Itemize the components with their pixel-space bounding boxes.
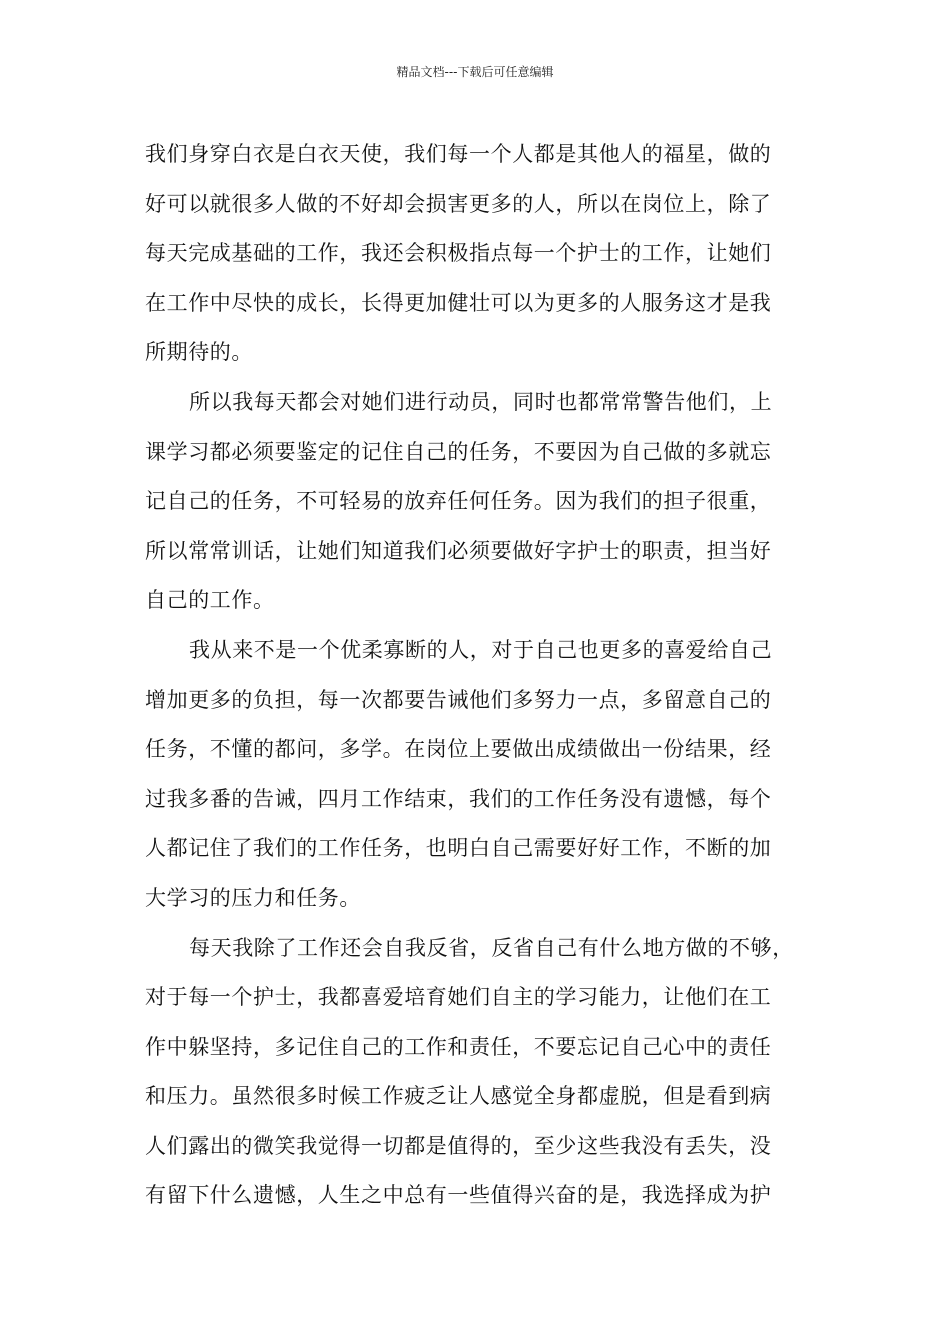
text-line: 记自己的任务，不可轻易的放弃任何任务。因为我们的担子很重， [145, 489, 772, 514]
text-line: 人都记住了我们的工作任务，也明白自己需要好好工作，不断的加 [145, 836, 772, 861]
text-line: 有留下什么遗憾，人生之中总有一些值得兴奋的是，我选择成为护 [145, 1183, 772, 1208]
text-line: 所期待的。 [145, 340, 253, 365]
body-text [145, 130, 835, 1221]
text-line: 增加更多的负担，每一次都要告诫他们多努力一点，多留意自己的 [145, 687, 772, 712]
text-line: 所以常常训话，让她们知道我们必须要做好字护士的职责，担当好 [145, 538, 772, 563]
text-line: 在工作中尽快的成长，长得更加健壮可以为更多的人服务这才是我 [145, 290, 772, 315]
page-header: 精品文档---下载后可任意编辑 [396, 65, 554, 79]
paragraph-start-line: 所以我每天都会对她们进行动员，同时也都常常警告他们，上 [189, 389, 773, 414]
text-line: 我们身穿白衣是白衣天使，我们每一个人都是其他人的福星，做的 [145, 142, 772, 166]
text-line: 和压力。虽然很多时候工作疲乏让人感觉全身都虚脱，但是看到病 [145, 1084, 772, 1109]
text-line: 大学习的压力和任务。 [145, 885, 361, 910]
text-line: 课学习都必须要鉴定的记住自己的任务，不要因为自己做的多就忘 [145, 439, 772, 464]
text-line: 好可以就很多人做的不好却会损害更多的人，所以在岗位上，除了 [145, 191, 772, 216]
text-line: 每天完成基础的工作，我还会积极指点每一个护士的工作，让她们 [145, 241, 772, 266]
text-line: 任务，不懂的都问，多学。在岗位上要做出成绩做出一份结果，经 [145, 737, 772, 762]
text-line: 对于每一个护士，我都喜爱培育她们自主的学习能力，让他们在工 [145, 985, 772, 1010]
text-line: 人们露出的微笑我觉得一切都是值得的，至少这些我没有丢失，没 [145, 1133, 772, 1158]
text-line: 作中躲坚持，多记住自己的工作和责任，不要忘记自己心中的责任 [145, 1034, 772, 1059]
paragraph-start-line: 我从来不是一个优柔寡断的人，对于自己也更多的喜爱给自己 [189, 637, 773, 662]
text-line: 自己的工作。 [145, 588, 275, 613]
text-line: 过我多番的告诫，四月工作结束，我们的工作任务没有遗憾，每个 [145, 786, 772, 811]
paragraph-start-line: 每天我除了工作还会自我反省，反省自己有什么地方做的不够， [189, 935, 794, 960]
